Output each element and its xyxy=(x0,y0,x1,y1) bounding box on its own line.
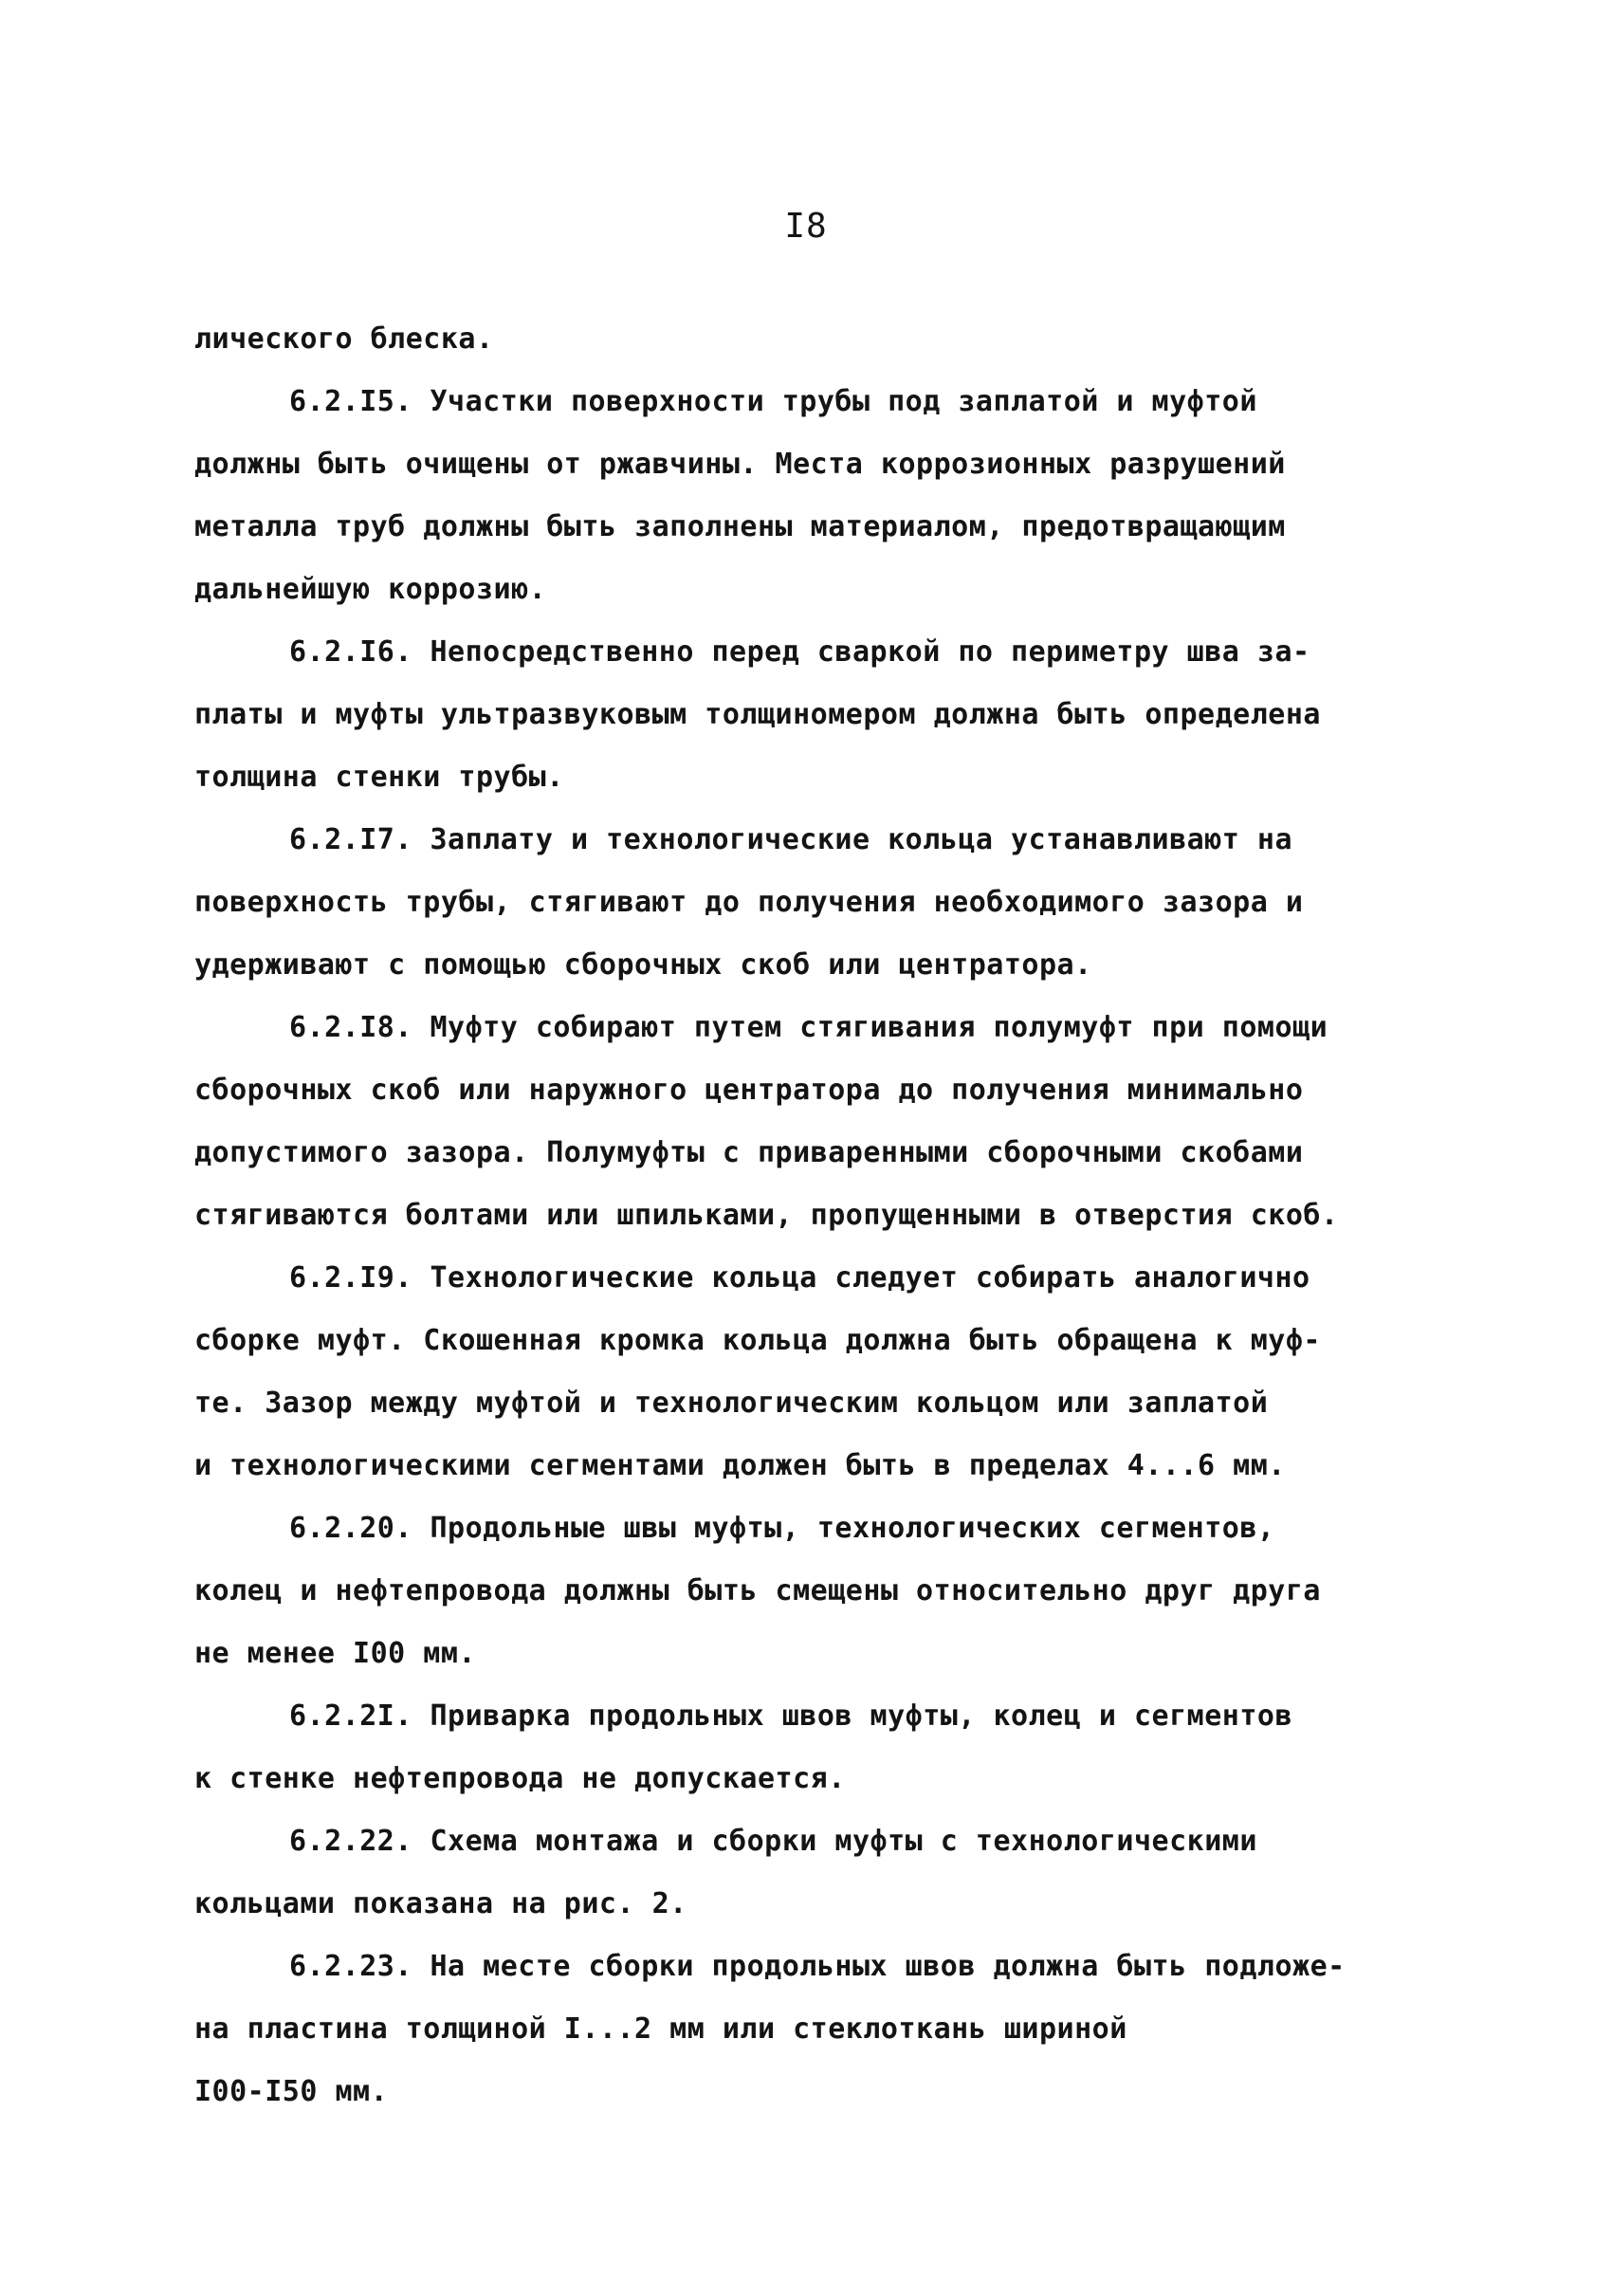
text-line: не менее I00 мм. xyxy=(194,1637,476,1670)
text-line: толщина стенки трубы. xyxy=(194,761,564,794)
text-line: должны быть очищены от ржавчины. Места коррозионных разрушений xyxy=(194,448,1286,481)
text-line: стягиваются болтами или шпильками, пропущенными в отверстия скоб. xyxy=(194,1199,1339,1232)
text-line: и технологическими сегментами должен быть в пределах 4...6 мм. xyxy=(194,1449,1286,1482)
clause-6-2-15: 6.2.I5. Участки поверхности трубы под заплатой и муфтой xyxy=(289,385,1257,418)
text-line: кольцами показана на рис. 2. xyxy=(194,1887,687,1920)
clause-6-2-18: 6.2.I8. Муфту собирают путем стягивания полумуфт при помощи xyxy=(289,1011,1328,1044)
text-line: металла труб должны быть заполнены материалом, предотвращающим xyxy=(194,510,1286,543)
text-line: сборке муфт. Скошенная кромка кольца должна быть обращена к муф- xyxy=(194,1324,1321,1357)
clause-6-2-21: 6.2.2I. Приварка продольных швов муфты, колец и сегментов xyxy=(289,1699,1293,1733)
document-body xyxy=(194,308,1427,2123)
text-line: колец и нефтепровода должны быть смещены относительно друг друга xyxy=(194,1574,1321,1607)
clause-6-2-17: 6.2.I7. Заплату и технологические кольца устанавливают на xyxy=(289,823,1293,856)
clause-6-2-19: 6.2.I9. Технологические кольца следует собирать аналогично xyxy=(289,1261,1310,1295)
text-line: те. Зазор между муфтой и технологическим кольцом или заплатой xyxy=(194,1387,1269,1420)
text-line: поверхность трубы, стягивают до получения необходимого зазора и xyxy=(194,886,1304,919)
text-line: к стенке нефтепровода не допускается. xyxy=(194,1762,846,1795)
text-line: удерживают с помощью сборочных скоб или центратора. xyxy=(194,948,1092,982)
text-line: на пластина толщиной I...2 мм или стеклоткань шириной xyxy=(194,2012,1127,2046)
clause-6-2-22: 6.2.22. Схема монтажа и сборки муфты с технологическими xyxy=(289,1825,1257,1858)
text-line: допустимого зазора. Полумуфты с приваренными сборочными скобами xyxy=(194,1136,1304,1169)
page-number: I8 xyxy=(784,207,828,246)
text-line: I00-I50 мм. xyxy=(194,2075,389,2108)
text-line: лического блеска. xyxy=(194,322,494,356)
text-line: платы и муфты ультразвуковым толщиномером должна быть определена xyxy=(194,698,1321,731)
clause-6-2-20: 6.2.20. Продольные швы муфты, технологических сегментов, xyxy=(289,1512,1275,1545)
text-line: дальнейшую коррозию. xyxy=(194,573,547,606)
clause-6-2-23: 6.2.23. На месте сборки продольных швов должна быть подложе- xyxy=(289,1950,1346,1983)
clause-6-2-16: 6.2.I6. Непосредственно перед сваркой по периметру шва за- xyxy=(289,635,1310,669)
text-line: сборочных скоб или наружного центратора до получения минимально xyxy=(194,1074,1304,1107)
